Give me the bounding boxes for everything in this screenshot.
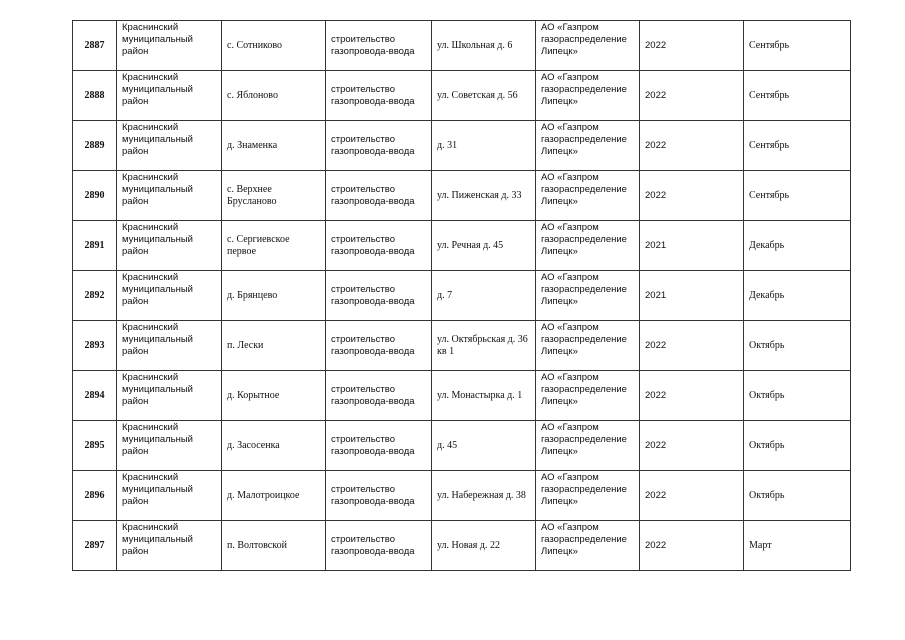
district-cell: Краснинский муниципальный район: [117, 221, 222, 271]
settlement-cell: д. Знаменка: [222, 121, 326, 171]
table-row: [73, 21, 851, 71]
work-type-cell: строительство газопровода-ввода: [326, 221, 432, 271]
district-cell: Краснинский муниципальный район: [117, 71, 222, 121]
work-type-cell: строительство газопровода-ввода: [326, 421, 432, 471]
month-cell: Октябрь: [744, 321, 851, 371]
address-cell: ул. Октябрьская д. 36 кв 1: [432, 321, 536, 371]
address-cell: ул. Речная д. 45: [432, 221, 536, 271]
district-cell: Краснинский муниципальный район: [117, 471, 222, 521]
work-type-cell: строительство газопровода-ввода: [326, 71, 432, 121]
year-cell: 2022: [640, 471, 744, 521]
year-cell: 2022: [640, 371, 744, 421]
address-cell: ул. Монастырка д. 1: [432, 371, 536, 421]
settlement-cell: с. Сергиевское первое: [222, 221, 326, 271]
year-cell: 2022: [640, 421, 744, 471]
year-cell: 2021: [640, 221, 744, 271]
work-type-cell: строительство газопровода-ввода: [326, 21, 432, 71]
month-cell: Сентябрь: [744, 171, 851, 221]
address-cell: ул. Новая д. 22: [432, 521, 536, 571]
district-cell: Краснинский муниципальный район: [117, 271, 222, 321]
settlement-cell: с. Яблоново: [222, 71, 326, 121]
address-cell: д. 45: [432, 421, 536, 471]
organization-cell: АО «Газпром газораспределение Липецк»: [536, 521, 640, 571]
settlement-cell: д. Брянцево: [222, 271, 326, 321]
work-type-cell: строительство газопровода-ввода: [326, 471, 432, 521]
year-cell: 2021: [640, 271, 744, 321]
table-row: [73, 271, 851, 321]
row-number: 2888: [73, 71, 117, 121]
month-cell: Октябрь: [744, 371, 851, 421]
settlement-cell: п. Волтовской: [222, 521, 326, 571]
work-type-cell: строительство газопровода-ввода: [326, 321, 432, 371]
month-cell: Декабрь: [744, 221, 851, 271]
year-cell: 2022: [640, 21, 744, 71]
table-row: [73, 121, 851, 171]
address-cell: д. 7: [432, 271, 536, 321]
month-cell: Октябрь: [744, 471, 851, 521]
year-cell: 2022: [640, 121, 744, 171]
row-number: 2892: [73, 271, 117, 321]
month-cell: Октябрь: [744, 421, 851, 471]
table-body: [73, 21, 851, 571]
year-cell: 2022: [640, 321, 744, 371]
district-cell: Краснинский муниципальный район: [117, 171, 222, 221]
month-cell: Сентябрь: [744, 71, 851, 121]
district-cell: Краснинский муниципальный район: [117, 371, 222, 421]
table-row: [73, 71, 851, 121]
table-row: [73, 521, 851, 571]
month-cell: Сентябрь: [744, 21, 851, 71]
organization-cell: АО «Газпром газораспределение Липецк»: [536, 371, 640, 421]
row-number: 2891: [73, 221, 117, 271]
month-cell: Декабрь: [744, 271, 851, 321]
organization-cell: АО «Газпром газораспределение Липецк»: [536, 171, 640, 221]
organization-cell: АО «Газпром газораспределение Липецк»: [536, 21, 640, 71]
month-cell: Март: [744, 521, 851, 571]
work-type-cell: строительство газопровода-ввода: [326, 271, 432, 321]
organization-cell: АО «Газпром газораспределение Липецк»: [536, 421, 640, 471]
row-number: 2889: [73, 121, 117, 171]
settlement-cell: п. Лески: [222, 321, 326, 371]
district-cell: Краснинский муниципальный район: [117, 521, 222, 571]
organization-cell: АО «Газпром газораспределение Липецк»: [536, 321, 640, 371]
row-number: 2896: [73, 471, 117, 521]
table-row: [73, 421, 851, 471]
row-number: 2895: [73, 421, 117, 471]
settlement-cell: с. Сотниково: [222, 21, 326, 71]
organization-cell: АО «Газпром газораспределение Липецк»: [536, 121, 640, 171]
address-cell: ул. Школьная д. 6: [432, 21, 536, 71]
work-type-cell: строительство газопровода-ввода: [326, 121, 432, 171]
work-type-cell: строительство газопровода-ввода: [326, 171, 432, 221]
row-number: 2887: [73, 21, 117, 71]
table-row: [73, 221, 851, 271]
row-number: 2890: [73, 171, 117, 221]
district-cell: Краснинский муниципальный район: [117, 321, 222, 371]
organization-cell: АО «Газпром газораспределение Липецк»: [536, 221, 640, 271]
address-cell: ул. Набережная д. 38: [432, 471, 536, 521]
work-type-cell: строительство газопровода-ввода: [326, 371, 432, 421]
settlement-cell: д. Малотроицкое: [222, 471, 326, 521]
district-cell: Краснинский муниципальный район: [117, 21, 222, 71]
address-cell: д. 31: [432, 121, 536, 171]
organization-cell: АО «Газпром газораспределение Липецк»: [536, 71, 640, 121]
gas-connection-table: [72, 20, 851, 571]
organization-cell: АО «Газпром газораспределение Липецк»: [536, 271, 640, 321]
year-cell: 2022: [640, 71, 744, 121]
settlement-cell: д. Засосенка: [222, 421, 326, 471]
settlement-cell: с. Верхнее Брусланово: [222, 171, 326, 221]
table-row: [73, 171, 851, 221]
organization-cell: АО «Газпром газораспределение Липецк»: [536, 471, 640, 521]
district-cell: Краснинский муниципальный район: [117, 121, 222, 171]
table-row: [73, 321, 851, 371]
month-cell: Сентябрь: [744, 121, 851, 171]
row-number: 2897: [73, 521, 117, 571]
year-cell: 2022: [640, 521, 744, 571]
address-cell: ул. Пиженская д. 33: [432, 171, 536, 221]
address-cell: ул. Советская д. 56: [432, 71, 536, 121]
table-row: [73, 371, 851, 421]
row-number: 2893: [73, 321, 117, 371]
year-cell: 2022: [640, 171, 744, 221]
district-cell: Краснинский муниципальный район: [117, 421, 222, 471]
row-number: 2894: [73, 371, 117, 421]
table-row: [73, 471, 851, 521]
work-type-cell: строительство газопровода-ввода: [326, 521, 432, 571]
settlement-cell: д. Корытное: [222, 371, 326, 421]
